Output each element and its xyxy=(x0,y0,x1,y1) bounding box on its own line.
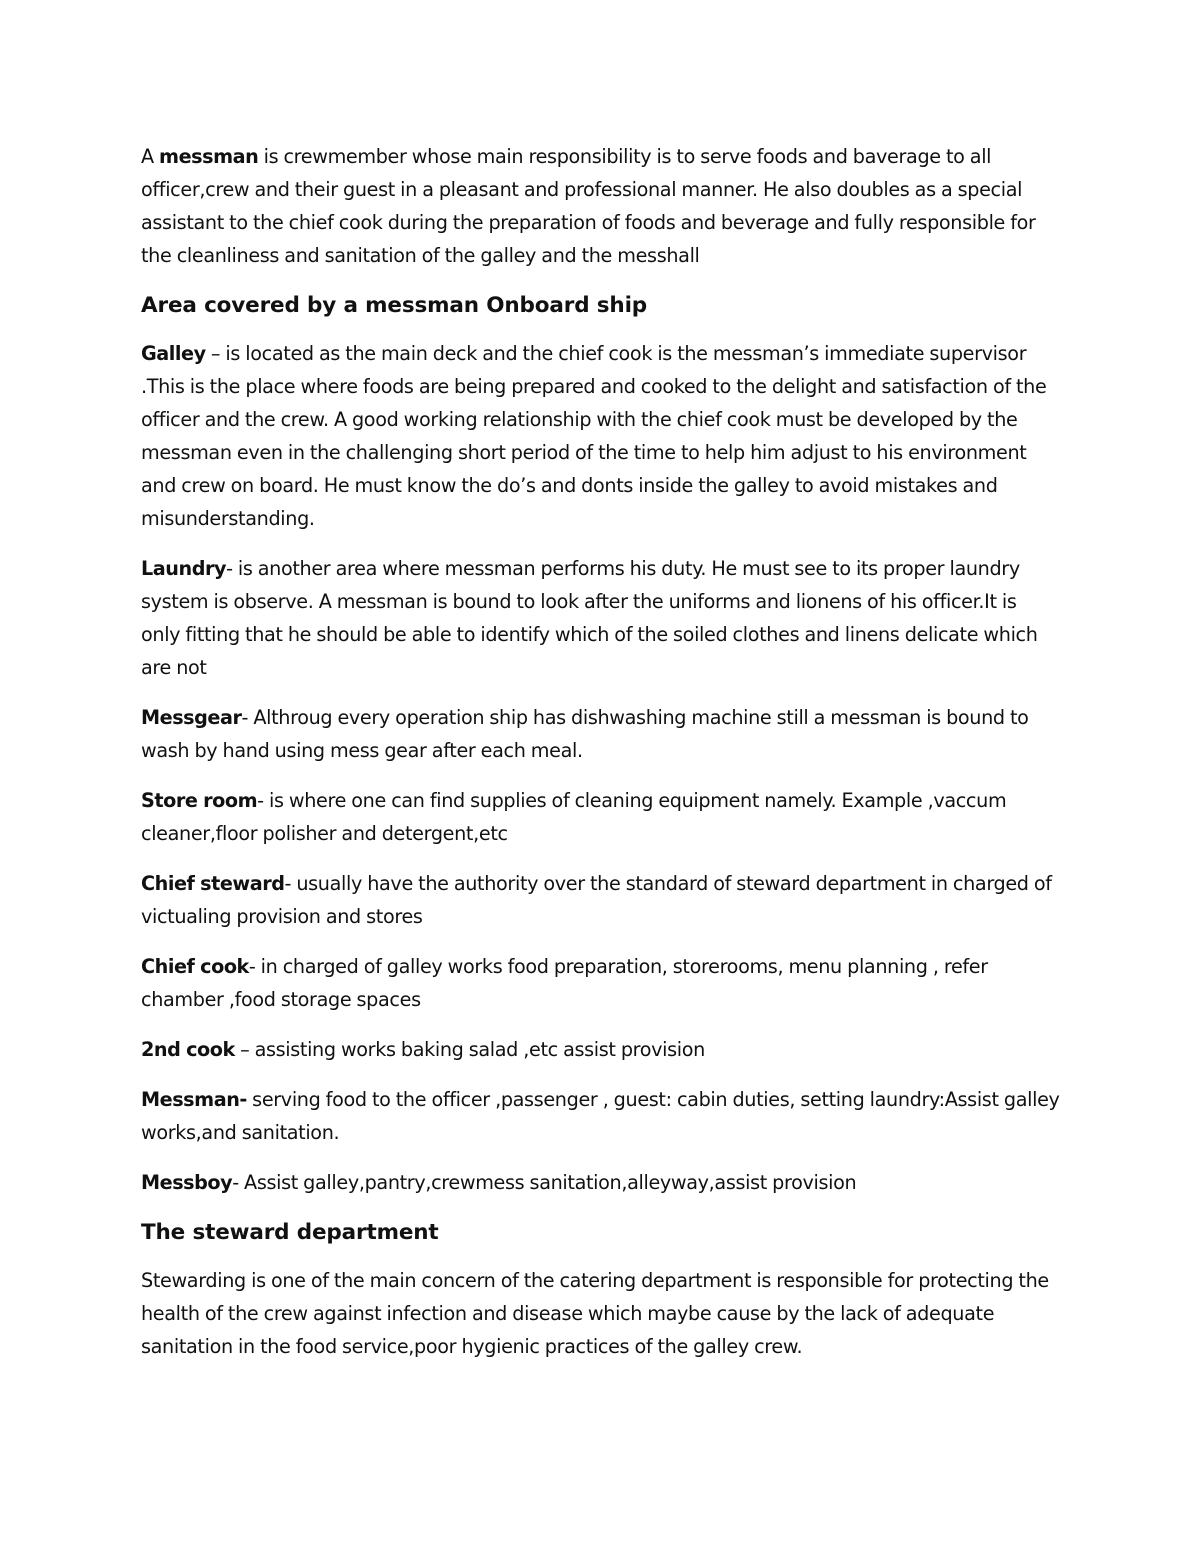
area-text: – is located as the main deck and the chief cook is the messman’s immediate supervisor .This is the place where foods are being prepared and cooked to the delight and satisfaction of the officer and the crew. A good working relationship with the chief cook must be developed by the messman even in the challenging short period of the time to help him adjust to his environment and crew on board. He must know the do’s and donts inside the galley to avoid mistakes and misunderstanding. xyxy=(141,342,1047,530)
area-paragraph-store-room xyxy=(141,784,1060,850)
intro-term: messman xyxy=(159,145,259,168)
area-term: Messgear xyxy=(141,706,242,729)
area-text: – assisting works baking salad ,etc assist provision xyxy=(234,1038,705,1061)
intro-prefix: A xyxy=(141,145,160,168)
area-paragraph-chief-cook xyxy=(141,950,1060,1016)
area-term: Chief cook xyxy=(141,955,249,978)
area-text: - is another area where messman performs his duty. He must see to its proper laundry system is observe. A messman is bound to look after the uniforms and lionens of his officer.It is only fitting that he should be able to identify which of the soiled clothes and linens delicate which are not xyxy=(141,557,1038,679)
area-term: Messboy xyxy=(141,1171,233,1194)
area-term: Messman- xyxy=(141,1088,247,1111)
heading-area-covered: Area covered by a messman Onboard ship xyxy=(141,293,648,318)
area-text: - usually have the authority over the standard of steward department in charged of victualing provision and stores xyxy=(141,872,1052,928)
area-paragraph-laundry xyxy=(141,552,1060,684)
steward-paragraph: Stewarding is one of the main concern of the catering department is responsible for protecting the health of the crew against infection and disease which maybe cause by the lack of adequate sanitation in the food service,poor hygienic practices of the galley crew. xyxy=(141,1269,1049,1358)
area-text: - Althroug every operation ship has dishwashing machine still a messman is bound to wash by hand using mess gear after each meal. xyxy=(141,706,1029,762)
area-text: - is where one can find supplies of cleaning equipment namely. Example ,vaccum cleaner,floor polisher and detergent,etc xyxy=(141,789,1007,845)
area-term: Chief steward xyxy=(141,872,285,895)
heading-steward-department: The steward department xyxy=(141,1220,439,1245)
area-term: Laundry xyxy=(141,557,227,580)
area-paragraph-2nd-cook xyxy=(141,1033,1060,1066)
area-paragraph-chief-steward xyxy=(141,867,1060,933)
area-paragraph-messgear xyxy=(141,701,1060,767)
area-term: 2nd cook xyxy=(141,1038,235,1061)
area-text: - Assist galley,pantry,crewmess sanitation,alleyway,assist provision xyxy=(232,1171,857,1194)
area-term: Galley xyxy=(141,342,206,365)
area-text: serving food to the officer ,passenger , guest: cabin duties, setting laundry:Assist galley works,and sanitation. xyxy=(141,1088,1060,1144)
intro-text: is crewmember whose main responsibility is to serve foods and baverage to all officer,crew and their guest in a pleasant and professional manner. He also doubles as a special assistant to the chief cook during the preparation of foods and beverage and fully responsible for the cleanliness and sanitation of the galley and the messhall xyxy=(141,145,1036,267)
area-paragraph-messboy xyxy=(141,1166,1060,1199)
area-text: - in charged of galley works food preparation, storerooms, menu planning , refer chamber ,food storage spaces xyxy=(141,955,988,1011)
area-paragraph-galley xyxy=(141,337,1060,535)
area-term: Store room xyxy=(141,789,258,812)
area-paragraph-messman xyxy=(141,1083,1060,1149)
intro-paragraph xyxy=(141,140,1060,272)
